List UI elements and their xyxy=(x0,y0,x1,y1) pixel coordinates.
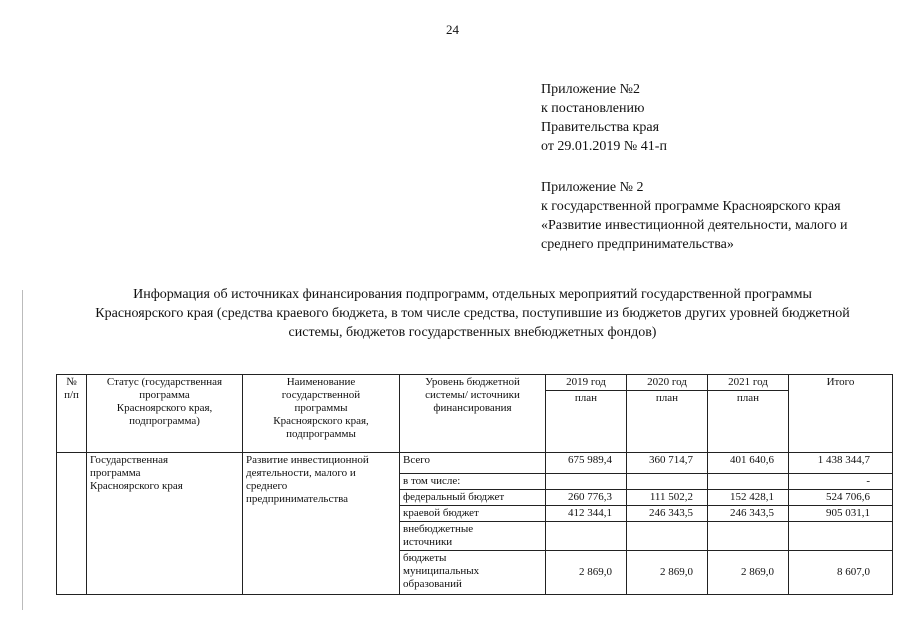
cell-level: Всего xyxy=(400,453,546,474)
appendix-line: к постановлению xyxy=(541,101,645,116)
header-year-2021: 2021 год xyxy=(708,375,789,391)
cell-level: федеральный бюджет xyxy=(400,490,546,506)
cell-total xyxy=(789,522,893,551)
appendix-line: Приложение № 2 xyxy=(541,180,644,195)
appendix-line: «Развитие инвестиционной деятельности, малого и xyxy=(541,218,848,233)
financing-table xyxy=(56,374,893,595)
appendix-line: Правительства края xyxy=(541,120,660,135)
cell-status: Государственная программа Красноярского края xyxy=(87,453,243,595)
cell-2021 xyxy=(708,474,789,490)
title-line: системы, бюджетов государственных внебюджетных фондов) xyxy=(288,325,657,340)
title-line: Информация об источниках финансирования подпрограмм, отдельных мероприятий государственной программы xyxy=(133,287,812,302)
header-year-2019: 2019 год xyxy=(546,375,627,391)
cell-2019: 2 869,0 xyxy=(546,551,627,595)
cell-2020 xyxy=(627,522,708,551)
cell-total: - xyxy=(789,474,893,490)
cell-2021: 401 640,6 xyxy=(708,453,789,474)
cell-total: 524 706,6 xyxy=(789,490,893,506)
cell-total: 8 607,0 xyxy=(789,551,893,595)
header-num: № п/п xyxy=(57,375,87,453)
title-line: Красноярского края (средства краевого бюджета, в том числе средства, поступившие из бюджетов других уровней бюджетной xyxy=(95,306,850,321)
table-header-row xyxy=(57,375,893,391)
document-title xyxy=(40,285,905,342)
header-year-2020: 2020 год xyxy=(627,375,708,391)
header-plan: план xyxy=(627,391,708,453)
appendix-header-decree xyxy=(541,80,667,156)
cell-num xyxy=(57,453,87,595)
header-total: Итого xyxy=(789,375,893,453)
cell-total: 1 438 344,7 xyxy=(789,453,893,474)
cell-2021 xyxy=(708,522,789,551)
cell-2019 xyxy=(546,474,627,490)
header-budget-level: Уровень бюджетной системы/ источники финансирования xyxy=(400,375,546,453)
cell-total: 905 031,1 xyxy=(789,506,893,522)
cell-2020: 111 502,2 xyxy=(627,490,708,506)
table-row xyxy=(57,453,893,474)
header-plan: план xyxy=(546,391,627,453)
appendix-header-program xyxy=(541,178,847,254)
header-program-name: Наименование государственной программы Красноярского края, подпрограммы xyxy=(243,375,400,453)
appendix-line: от 29.01.2019 № 41-п xyxy=(541,139,667,154)
cell-2019 xyxy=(546,522,627,551)
cell-level: бюджеты муниципальных образований xyxy=(400,551,546,595)
scan-edge-line xyxy=(22,290,23,610)
cell-level: внебюджетные источники xyxy=(400,522,546,551)
cell-2019: 260 776,3 xyxy=(546,490,627,506)
cell-2020 xyxy=(627,474,708,490)
page-number: 24 xyxy=(446,22,459,37)
appendix-line: Приложение №2 xyxy=(541,82,640,97)
cell-program-name: Развитие инвестиционной деятельности, малого и среднего предпринимательства xyxy=(243,453,400,595)
cell-level: в том числе: xyxy=(400,474,546,490)
cell-2019: 675 989,4 xyxy=(546,453,627,474)
header-status: Статус (государственная программа Красноярского края, подпрограмма) xyxy=(87,375,243,453)
appendix-line: к государственной программе Красноярского края xyxy=(541,199,841,214)
cell-2020: 360 714,7 xyxy=(627,453,708,474)
cell-2021: 152 428,1 xyxy=(708,490,789,506)
cell-2019: 412 344,1 xyxy=(546,506,627,522)
appendix-line: среднего предпринимательства» xyxy=(541,237,734,252)
cell-2020: 2 869,0 xyxy=(627,551,708,595)
header-plan: план xyxy=(708,391,789,453)
cell-2020: 246 343,5 xyxy=(627,506,708,522)
cell-2021: 2 869,0 xyxy=(708,551,789,595)
cell-level: краевой бюджет xyxy=(400,506,546,522)
cell-2021: 246 343,5 xyxy=(708,506,789,522)
